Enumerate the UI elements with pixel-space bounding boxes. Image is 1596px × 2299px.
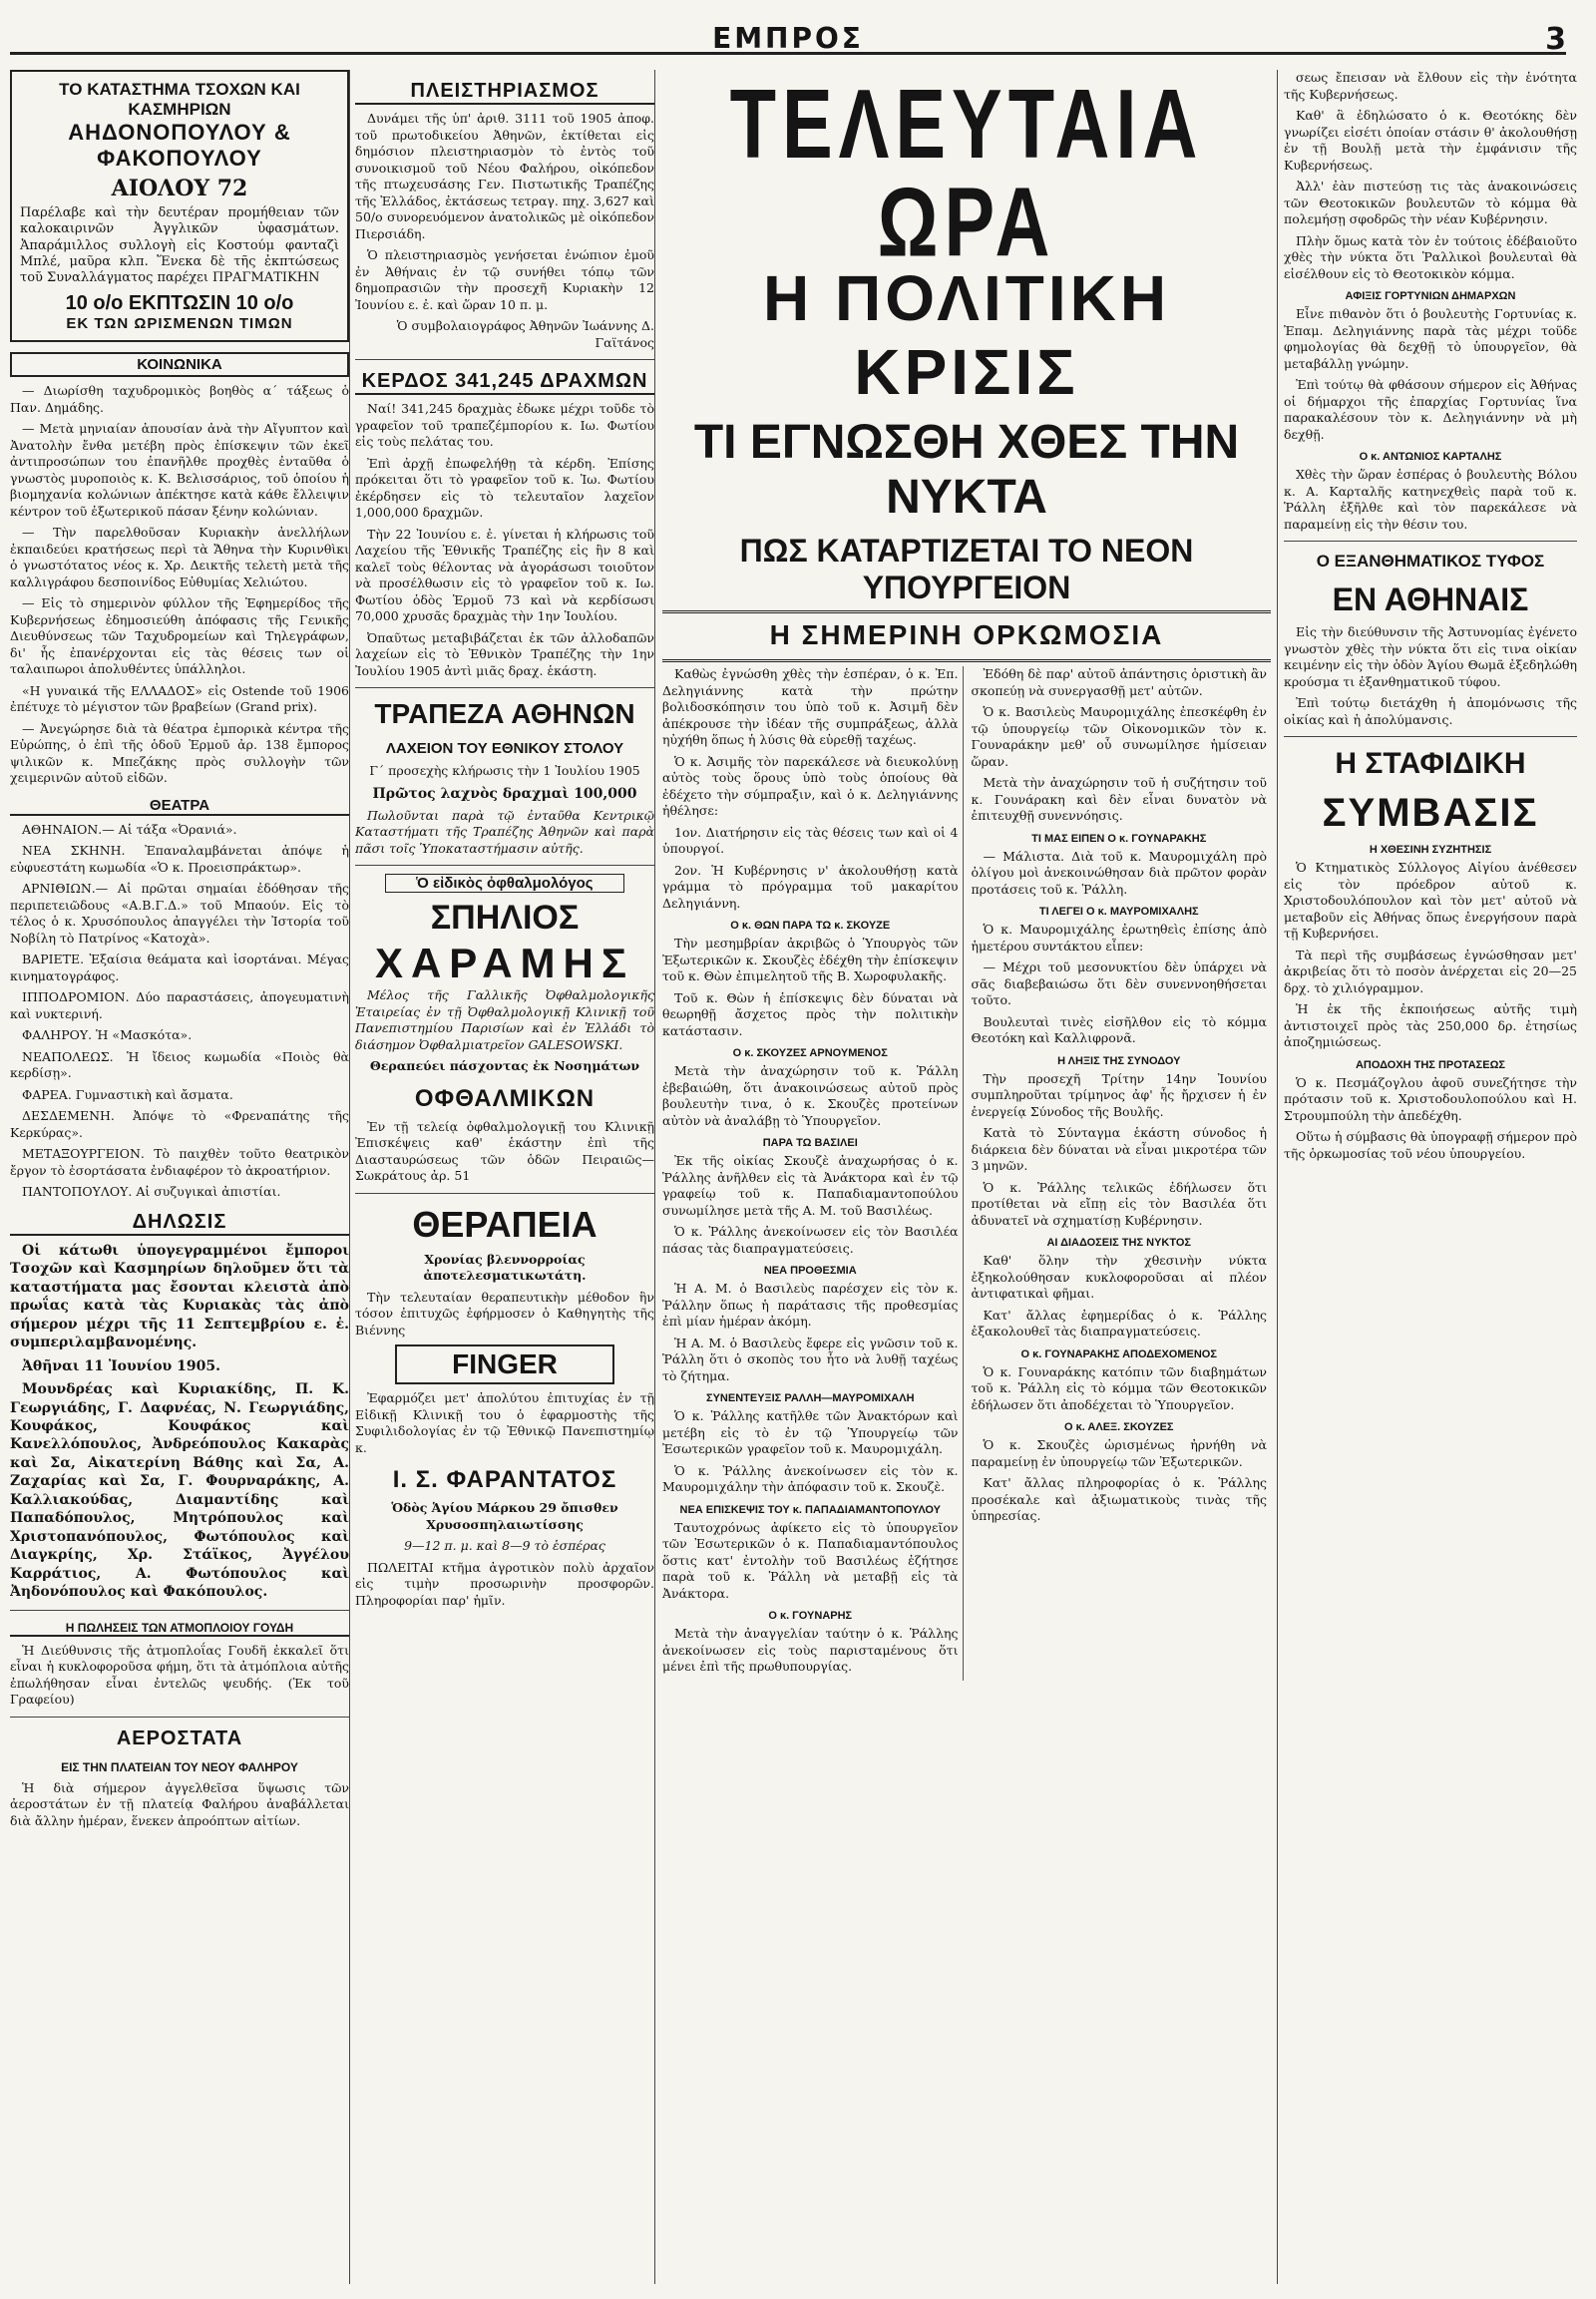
- story-para: Εἶνε πιθανὸν ὅτι ὁ βουλευτὴς Γορτυνίας κ. Ἐπαμ. Δεληγιάννης παρὰ τὰς μέχρι τοῦδε φημολογίας θὰ δεχθῇ τὸ ὑπουργεῖον, θὰ μεταβάλλῃ γνώμην.: [1284, 306, 1577, 371]
- dilosis-para: Οἱ κάτωθι ὑπογεγραμμένοι ἔμποροι Τσοχῶν καὶ Κασμηρίων δηλοῦμεν ὅτι τὰ καταστήματα μας ἔσονται κλειστὰ ἀπὸ πρωΐας κατὰ τὰς Κυριακὰς τὰς ἀπὸ σήμερον μέχρι τῆς 11 Σεπτεμβρίου ε. ἐ. συμπεριλαμβανομένης.: [10, 1242, 349, 1351]
- story-para: σεως ἔπεισαν νὰ ἔλθουν εἰς τὴν ἑνότητα τῆς Κυβερνήσεως.: [1284, 70, 1577, 102]
- story-para: — Μάλιστα. Διὰ τοῦ κ. Μαυρομιχάλη πρὸ ὀλίγου μοὶ ἀνεκοινώθησαν διὰ πρῶτον φορὰν προτάσεις τοῦ κ. Ῥάλλη.: [971, 848, 1267, 897]
- story-para: Ὁ κ. Βασιλεὺς Μαυρομιχάλης ἐπεσκέφθη ἐν τῷ ὑπουργείῳ τῶν Οἰκονομικῶν τὸν κ. Γουναράκην μεθ' οὗ συνωμίλησε ἡμίσειαν ὥραν.: [971, 704, 1267, 769]
- poliseis-heading: Η ΠΩΛΗΣΕΙΣ ΤΩΝ ΑΤΜΟΠΛΟΙΟΥ ΓΟΥΔΗ: [10, 1621, 349, 1637]
- trapeza-text: Πωλοῦνται παρὰ τῷ ἐνταῦθα Κεντρικῷ Καταστήματι τῆς Τραπέζης Ἀθηνῶν καὶ παρὰ πᾶσι τοῖς Ὑποκαταστήμασιν αὐτῆς.: [355, 807, 654, 856]
- pleistiriasmos-heading: ΠΛΕΙΣΤΗΡΙΑΣΜΟΣ: [355, 80, 654, 105]
- poliseis-para: Ἡ Διεύθυνσις τῆς ἀτμοπλοΐας Γουδῆ ἐκκαλεῖ ὅτι εἶναι ἡ κυκλοφοροῦσα φήμη, ὅτι τὰ ἀτμόπλοια αὐτῆς ἐπωλήθησαν εἶναι ἐντελῶς ψευδής. (Ἐκ τοῦ Γραφείου): [10, 1642, 349, 1708]
- story-para: Ὁ κ. Μαυρομιχάλης ἐρωτηθεὶς ἐπίσης ἀπὸ ἡμετέρου συντάκτου εἶπεν:: [971, 922, 1267, 954]
- koinonika-para: — Μετὰ μηνιαίαν ἀπουσίαν ἀνὰ τὴν Αἴγυπτον καὶ Ἀνατολὴν ἔνθα μετέβη πρὸς ἐπίσκεψιν τῶν ἐκεῖ ἀντιπροσώπων του ἐπανῆλθε προχθὲς ἐνταῦθα ὁ γνωστὸς μυροποιὸς κ. Κ. Βελισσάριος, τοῦ ὁποίου ἡ βιομηχανία κολώνιων ἀπέκτησε κατὰ κάθε ἔλλειψιν κέντρον τοῦ ἐξωτερικοῦ πάσαν ξένην κολώνιαν.: [10, 421, 349, 519]
- headline-orkomosia: Η ΣΗΜΕΡΙΝΗ ΟΡΚΩΜΟΣΙΑ: [769, 619, 1164, 650]
- ad-tsoxon-line3: ΑΙΟΛΟΥ 72: [111, 176, 248, 201]
- headline-kataritzetai: ΠΩΣ ΚΑΤΑΡΤΙΖΕΤΑΙ ΤΟ ΝΕΟΝ ΥΠΟΥΡΓΕΙΟΝ: [739, 533, 1194, 605]
- divider: [355, 687, 654, 688]
- story-para: Ὁ κ. Πεσμάζογλου ἀφοῦ συνεζήτησε τὴν πρότασιν τοῦ κ. Χριστοδουλοπούλου καὶ Η. Στρουμπούλη τὴν ἀπεδέχθη.: [1284, 1074, 1577, 1123]
- story-para: Ὁ κ. Σκουζὲς ὡρισμένως ἠρνήθη νὰ παραμείνῃ ἐν ὑπουργείῳ τῶν Ἐξωτερικῶν.: [971, 1437, 1267, 1469]
- ad-tsoxon-text: Παρέλαβε καὶ τὴν δευτέραν προμήθειαν τῶν καλοκαιρινῶν Ἀγγλικῶν ὑφασμάτων. Ἀπαράμιλλος συλλογὴ εἰς Κοστούμ φανταζὶ Μπλέ, μαῦρα κλπ. Ἕνεκα δὲ τῆς ἐκπτώσεως τοῦ Συναλλάγματος παρέχει ΠΡΑΓΜΑΤΙΚΗΝ: [20, 205, 339, 285]
- theatra-para: ΑΘΗΝΑΙΟΝ.— Αἱ τάξα «Ὀρανιά».: [22, 821, 237, 837]
- story-para: Ἡ Α. Μ. ὁ Βασιλεὺς παρέσχεν εἰς τὸν κ. Ῥάλλην ὅπως ἡ παράτασις τῆς προθεσμίας ἐπὶ μίαν ἡμέραν ἀκόμη.: [662, 1281, 959, 1329]
- divider: [355, 1193, 654, 1194]
- stafidiki-heading: Η ΣΤΑΦΙΔΙΚΗ: [1335, 747, 1526, 780]
- therapeia-heading: ΘΕΡΑΠΕΙΑ: [412, 1203, 598, 1245]
- ad-tsoxon-line2: ΑΗΔΟΝΟΠΟΥΛΟΥ & ΦΑΚΟΠΟΥΛΟΥ: [68, 120, 291, 171]
- koinonika-para: — Εἰς τὸ σημερινὸν φύλλον τῆς Ἐφημερίδος τῆς Κυβερνήσεως ἐδημοσιεύθη ἀπόφασις τῆς Γενικῆς Διευθύνσεως τῶν Ταχυδρομείων καὶ Τηλεγράφων, δι' ἧς ἐπανέρχονται εἰς τὰς θέσεις των οἱ ταλαιπωροι ἀπολυθέντες ὑπάλληλοι.: [10, 595, 349, 677]
- koinonika-para: — Τὴν παρελθοῦσαν Κυριακὴν ἀνελλήλων ἐκπαιδεύει κρατήσεως περὶ τὰ Ἄθηνα τὴν Κυρινθὶκι ὁ γνωστότατος νέος κ. Χρ. Δεικτῆς τελετὴ μετὰ τῆς καλλιγράφου δεσποινίδος Εὐθυμίας Χελιώτου.: [10, 525, 349, 589]
- story-para: Τὴν μεσημβρίαν ἀκριβῶς ὁ Ὑπουργὸς τῶν Ἐξωτερικῶν κ. Σκουζὲς ἐδέχθη τὴν ἐπίσκεψιν τοῦ κ. Θὼν ἐπιμελητοῦ τῆς Β. Χωροφυλακῆς.: [662, 936, 959, 983]
- story-para: Τοῦ κ. Θὼν ἡ ἐπίσκεψις δὲν δύναται νὰ θεωρηθῇ ἄσχετος πρὸς τὴν πολιτικὴν κατάστασιν.: [662, 989, 959, 1038]
- dilosis-body: [10, 1242, 349, 1602]
- newspaper-title: ΕΜΠΡΟΣ: [712, 22, 864, 55]
- dilosis-para: Ἀθῆναι 11 Ἰουνίου 1905.: [22, 1357, 220, 1374]
- ad-tsoxon-sub: ΕΚ ΤΩΝ ΩΡΙΣΜΕΝΩΝ ΤΙΜΩΝ: [66, 315, 293, 333]
- trapeza-heading: ΤΡΑΠΕΖΑ ΑΘΗΝΩΝ: [374, 698, 635, 729]
- theatra-para: ΦΑΛΗΡΟΥ. Ἡ «Μασκότα».: [22, 1027, 193, 1043]
- headline-politiki-krisis: Η ΠΟΛΙΤΙΚΗ ΚΡΙΣΙΣ: [762, 262, 1171, 408]
- koinonika-body: [10, 383, 349, 787]
- masthead: [10, 22, 1566, 57]
- story-subheading: Ο κ. ΣΚΟΥΖΕΣ ΑΡΝΟΥΜΕΝΟΣ: [732, 1047, 888, 1059]
- kerdos-para: Τὴν 22 Ἰουνίου ε. ἐ. γίνεται ἡ κλήρωσις τοῦ Λαχείου τῆς Ἐθνικῆς Τραπέζης εἰς ἣν 8 καὶ καλεῖ τοὺς θέλοντας νὰ ἀγοράσωσι τοιοῦτον νὰ προσέλθωσιν εἰς τὸ γραφεῖον τοῦ κ. Ιω. Φωτίου ὁδὸς Ἑρμοῦ 73 καὶ νὰ κερδίσωσι 70,000 χρυσᾶς δραχμὰς τὴν 1ην Ἰουλίου.: [355, 526, 654, 623]
- story-para: Ἐκ τῆς οἰκίας Σκουζὲ ἀναχωρήσας ὁ κ. Ῥάλλης ἀνῆλθεν εἰς τὰ Ἀνάκτορα καὶ ἐν τῷ γραφείῳ τοῦ κ. Παπαδιαμαντοπούλου συνωμίλησε μετὰ τῆς Α. Μ. τοῦ Βασιλέως.: [662, 1153, 959, 1218]
- page-number: 3: [1545, 22, 1566, 57]
- therapeia-name: Ι. Σ. ΦΑΡΑΝΤΑΤΟΣ: [392, 1466, 617, 1494]
- story-para: Ὁ Κτηματικὸς Σύλλογος Αἰγίου ἀνέθεσεν εἰς τὸν πρόεδρον αὐτοῦ κ. Χριστοδουλόπουλον καὶ τὸν μετ' αὐτοῦ νὰ μεταβοῦν εἰς Ἀθήνας ὅπως ἐνεργήσουν παρὰ τῇ Κυβερνήσει.: [1284, 860, 1577, 941]
- story-para: Καθὼς ἐγνώσθη χθὲς τὴν ἑσπέραν, ὁ κ. Ἐπ. Δεληγιάννης κατὰ τὴν πρώτην βολιδοσκόπησιν του ὑπὸ τοῦ κ. Ἀσιμῆ δὲν ἀπέκρουσε τὴν ἰδέαν τῆς συμπράξεως, ἀλλὰ ηὐχήθη ὅπως ἡ λύσις θὰ εὑρεθῇ ταχέως.: [662, 666, 959, 747]
- afixis-heading: ΑΦΙΞΙΣ ΓΟΡΤΥΝΙΩΝ ΔΗΜΑΡΧΩΝ: [1345, 290, 1516, 302]
- kerdos-para: Ἐπὶ ἀρχῇ ἐπωφελήθῃ τὰ κέρδη. Ἐπίσης πρόκειται ὅτι τὸ γραφεῖον τοῦ κ. Ἰω. Φωτίου ἐκέρδησεν εἰς τὸ τελευταῖον λαχεῖον 1,000,000 δραχμῶν.: [355, 455, 654, 520]
- story-para: Ὁ κ. Ἀσιμῆς τὸν παρεκάλεσε νὰ διευκολύνῃ αὐτὸς τοὺς ὅρους ὑπὸ τοὺς ὁποίους θὰ ἐδέχετο τὴν σύμπραξιν, καὶ ὁ κ. Δεληγιάννης ἠθέλησε:: [662, 753, 959, 818]
- story-subheading: Ο κ. ΑΛΕΞ. ΣΚΟΥΖΕΣ: [1063, 1421, 1174, 1433]
- theatra-para: ΔΕΣΔΕΜΕΝΗ. Ἀπόψε τὸ «Φρεναπάτης τῆς Κερκύρας».: [10, 1108, 349, 1140]
- xaramis-line2: ΣΠΗΛΙΟΣ: [430, 899, 580, 938]
- divider: [1284, 736, 1577, 737]
- story-para: Χθὲς τὴν ὥραν ἑσπέρας ὁ βουλευτὴς Βόλου κ. Α. Καρταλῆς κατηνεχθεὶς παρὰ τοῦ κ. Ῥάλλη ἐξῆλθε καὶ τὸν παρεκάλεσε νὰ παραμείνῃ εἰς τὴν θέσιν του.: [1284, 467, 1577, 532]
- story-para: Μετὰ τὴν ἀναχώρησιν τοῦ κ. Ῥάλλη ἐβεβαιώθη, ὅτι ἀνακοινώσεως αὐτοῦ πρὸς βουλευτὴν τινα, ὁ κ. Σκουζὲς προτείνων αὐτὸν νὰ ἀναλάβῃ τὸ Ὑπουργεῖον.: [662, 1063, 959, 1128]
- story-para: Κατὰ τὸ Σύνταγμα ἑκάστη σύνοδος ἡ διάρκεια δὲν δύναται νὰ εἶναι μικροτέρα τῶν 3 μηνῶν.: [971, 1125, 1267, 1173]
- story-para: Ἀλλ' ἐὰν πιστεύσῃ τις τὰς ἀνακοινώσεις τῶν Θεοτοκικῶν βουλευτῶν τὸ κόμμα θὰ πολεμήσῃ σφοδρῶς τὴν νέαν Κυβέρνησιν.: [1284, 179, 1577, 226]
- dilosis-heading: ΔΗΛΩΣΙΣ: [10, 1211, 349, 1236]
- theatra-para: ΠΑΝΤΟΠΟΥΛΟΥ. Αἱ συζυγικαὶ ἀπιστίαι.: [22, 1184, 281, 1200]
- theatra-para: ΝΕΑΠΟΛΕΩΣ. Ἡ ἴδειος κωμωδία «Ποιὸς θὰ κερδίσῃ».: [10, 1048, 349, 1081]
- theatra-para: ΒΑΡΙΕΤΕ. Ἐξαίσια θεάματα καὶ ἰσορτάναι. Μέγας κινηματογράφος.: [10, 952, 349, 983]
- main-subcolumn-2: [972, 666, 1272, 1681]
- column-4: [1277, 70, 1577, 2284]
- pleistiriasmos-signature: Ὁ συμβολαιογράφος Ἀθηνῶν Ἰωάννης Δ. Γαϊτάνος: [396, 318, 654, 350]
- symvasis-heading: ΣΥΜΒΑΣΙΣ: [1322, 791, 1539, 835]
- divider: [1284, 541, 1577, 542]
- koinonika-para: — Ἀνεγώρησε διὰ τὰ θέατρα ἐμπορικὰ κέντρα τῆς Εὐρώπης, ὁ ἐπὶ τῆς ὁδοῦ Ἑρμοῦ ἀρ. 138 ἔμπορος ψιλικῶν κ. Μπεζάκης πρὸς συλλογὴν τῶν χειμερινῶν αὐτοῦ εἰδῶν.: [10, 720, 349, 786]
- story-para: Ὁ κ. Ῥάλλης ἀνεκοίνωσεν εἰς τὸν Βασιλέα πάσας τὰς διαπραγματεύσεις.: [662, 1224, 959, 1256]
- divider: [355, 359, 654, 360]
- ad-tsoxon-line1: ΤΟ ΚΑΤΑΣΤΗΜΑ ΤΣΟΧΩΝ ΚΑΙ ΚΑΣΜΗΡΙΩΝ: [59, 80, 300, 119]
- kartalis-heading: Ο κ. ΑΝΤΩΝΙΟΣ ΚΑΡΤΑΛΗΣ: [1359, 451, 1502, 463]
- story-subheading: ΣΥΝΕΝΤΕΥΞΙΣ ΡΑΛΛΗ—ΜΑΥΡΟΜΙΧΑΛΗ: [705, 1392, 915, 1404]
- trapeza-line: Γ΄ προσεχὴς κλήρωσις τὴν 1 Ἰουλίου 1905: [369, 763, 640, 778]
- story-subheading: Η ΛΗΞΙΣ ΤΗΣ ΣΥΝΟΔΟΥ: [1057, 1054, 1181, 1067]
- ad-tsoxon: [10, 70, 349, 342]
- story-para: Καθ' ὅλην τὴν χθεσινὴν νύκτα ἐξηκολούθησαν κυκλοφοροῦσαι αἱ πλέον ἀντιφατικαὶ φῆμαι.: [971, 1253, 1267, 1301]
- therapeia-polites: ΠΩΛΕΙΤΑΙ κτῆμα ἀγροτικὸν πολὺ ἀρχαῖον εἰς τιμὴν προσωρινὴν προσφορῶν. Πληροφορίαι παρ' ἡμῖν.: [355, 1559, 654, 1608]
- kerdos-heading: ΚΕΡΔΟΣ 341,245 ΔΡΑΧΜΩΝ: [355, 370, 654, 395]
- typhus-heading: Ο ΕΞΑΝΘΗΜΑΤΙΚΟΣ ΤΥΦΟΣ: [1316, 552, 1545, 571]
- story-para: Βουλευταὶ τινὲς εἰσῆλθον εἰς τὸ κόμμα Θεοτόκη καὶ Καλλιφρονᾶ.: [971, 1013, 1267, 1045]
- column-2: [355, 70, 655, 2284]
- therapeia-hours: 9—12 π. μ. καὶ 8—9 τὸ ἑσπέρας: [404, 1538, 605, 1554]
- story-subheading: ΠΑΡΑ ΤΩ ΒΑΣΙΛΕΙ: [762, 1137, 858, 1149]
- xaramis-text2: Ἐν τῇ τελείᾳ ὀφθαλμολογικῇ του Κλινικῇ Ἐπισκέψεις καθ' ἑκάστην ἐπὶ τῆς Διασταυρώσεως τῶν ὁδῶν Πειραιῶς—Σωκράτους ἀρ. 51: [355, 1118, 654, 1184]
- story-para: Ἡ Α. Μ. ὁ Βασιλεὺς ἔφερε εἰς γνῶσιν τοῦ κ. Ῥάλλη ὅτι ὁ σκοπὸς του ἦτο νὰ λυθῇ ταχέως τὸ ζήτημα.: [662, 1335, 959, 1383]
- xaramis-ofthalmikon: ΟΦΘΑΛΜΙΚΩΝ: [414, 1084, 596, 1112]
- xaramis-line1: Ὁ εἰδικὸς ὀφθαλμολόγος: [385, 874, 624, 893]
- column-1: [10, 70, 350, 2284]
- story-para: Ἐδόθη δὲ παρ' αὐτοῦ ἀπάντησις ὁριστικὴ ἂν σκοπεύῃ νὰ συνεργασθῇ μετ' αὐτῶν.: [971, 666, 1267, 698]
- story-subheading: Ο κ. ΘΩΝ ΠΑΡΑ ΤΩ κ. ΣΚΟΥΖΕ: [730, 920, 891, 932]
- symvasis-subheading: Η ΧΘΕΣΙΝΗ ΣΥΖΗΤΗΣΙΣ: [1369, 844, 1492, 856]
- story-para: 2ον. Ἡ Κυβέρνησις ν' ἀκολουθήσῃ κατὰ γράμμα τὸ πρόγραμμα τοῦ μακαρίτου Δεληγιάννη.: [662, 862, 959, 911]
- headline-egnosthi: ΤΙ ΕΓΝΩΣΘΗ ΧΘΕΣ ΤΗΝ ΝΥΚΤΑ: [693, 416, 1240, 524]
- headline-teleutaia-ora: ΤΕΛΕΥΤΑΙΑ ΩΡΑ: [729, 70, 1204, 278]
- therapeia-addr: Ὁδὸς Ἁγίου Μάρκου 29 ὄπισθεν Χρυσοσπηλαιωτίσσης: [391, 1500, 618, 1532]
- kerdos-para: Ναί! 341,245 δραχμὰς ἐδωκε μέχρι τοῦδε τὸ γραφεῖον τοῦ τραπεζέμπορίου κ. Ιω. Φωτίου εἰς τοὺς πελάτας του.: [355, 401, 654, 449]
- divider: [355, 865, 654, 866]
- story-subheading: ΝΕΑ ΠΡΟΘΕΣΜΙΑ: [763, 1265, 857, 1277]
- typhus-heading-2: ΕΝ ΑΘΗΝΑΙΣ: [1332, 581, 1529, 617]
- aerostata-para: Ἡ διὰ σήμερον ἀγγελθεῖσα ὕψωσις τῶν ἀεροστάτων ἐν τῇ πλατείᾳ Φαλήρου ἀναβάλλεται διὰ ἄλλην ἡμέραν, ἕνεκεν ἀπροόπτων αἰτίων.: [10, 1779, 349, 1828]
- story-para: Καθ' ἃ ἐδηλώσατο ὁ κ. Θεοτόκης δὲν γνωρίζει εἰσέτι ὁποίαν στάσιν θ' ἀκολουθήσῃ ἐν τῇ Βουλῇ μετὰ τὴν ἐμφάνισιν τῆς Κυβερνήσεως.: [1284, 108, 1577, 173]
- story-subheading: ΤΙ ΛΕΓΕΙ Ο κ. ΜΑΥΡΟΜΙΧΑΛΗΣ: [1038, 906, 1199, 918]
- story-para: Πλὴν ὅμως κατὰ τὸν ἐν τούτοις ἐδέβαιοῦτο χθὲς τὴν νύκτα ὅτι Ῥαλλικοὶ βουλευταὶ θὰ εἰσέλθουν εἰς τὸ Θεοτοκικὸν κόμμα.: [1284, 232, 1577, 281]
- therapeia-finger: FINGER: [395, 1344, 614, 1384]
- story-para: Ὁ κ. Γουναράκης κατόπιν τῶν διαβημάτων τοῦ κ. Ῥάλλη εἰς τὸ κόμμα τῶν Θεοτοκικῶν ἐδήλωσεν ὅτι ἀποδέχεται τὸ Ὑπουργεῖον.: [971, 1363, 1267, 1412]
- story-para: Εἰς τὴν διεύθυνσιν τῆς Ἀστυνομίας ἐγένετο γνωστὸν χθὲς τὴν νύκτα ὅτι εἰς τινα οἰκίαν κειμένην εἰς τὴν ὁδὸν Ἁγίου Θωμᾶ ἐξεδηλώθη κρούσμα τι ἐξανθηματικοῦ τύφου.: [1284, 624, 1577, 689]
- main-subcolumn-1: [662, 666, 964, 1681]
- main-story-subcolumns: [662, 666, 1271, 1681]
- theatra-para: ΦΑΡΕΑ. Γυμναστικὴ καὶ ἄσματα.: [22, 1086, 233, 1102]
- xaramis-text: Μέλος τῆς Γαλλικῆς Ὀφθαλμολογικῆς Ἑταιρείας ἐν τῇ Ὀφθαλμολογικῇ Κλινικῇ τοῦ Πανεπιστημίου Παρισίων καὶ ἐν Ἑλλάδι τὸ διάσημον Ὀφθαλμιατρεῖον GALESOWSKI.: [355, 987, 654, 1052]
- column-3-main: [662, 70, 1271, 2284]
- koinonika-para: «Η γυναικά τῆς ΕΛΛΑΔΟΣ» εἰς Ostende τοῦ 1906 ἐπέτυχε τὸ μέγιστον τῶν βραβείων (Grand prix).: [10, 682, 349, 715]
- trapeza-prize: Πρῶτος λαχνὸς δραχμαὶ 100,000: [372, 785, 637, 802]
- column-4-inner: [1278, 70, 1577, 1162]
- story-subheading: Ο κ. ΓΟΥΝΑΡΗΣ: [768, 1610, 853, 1622]
- therapeia-text2: Ἐφαρμόζει μετ' ἀπολύτου ἐπιτυχίας ἐν τῇ Εἰδικῇ Κλινικῇ του ὁ ἐφαρμοστὴς τῆς Συφιλιδολογίας ἐν τῷ Ἐθνικῷ Πανεπιστημίῳ κ.: [355, 1390, 654, 1455]
- dilosis-para: Μουνδρέας καὶ Κυριακίδης, Π. Κ. Γεωργιάδης, Γ. Δαφνέας, Ν. Γεωργιάδης, Κουφάκος, Κουφάκος καὶ Κανελλόπουλος, Ἀνδρεόπουλος Κακαρὰς καὶ Σα, Αἰκατερίνη Βάθης καὶ Σα, Α. Ζαχαρίας καὶ Σα, Γ. Φουρναράκης, Α. Καλλιακούδας, Διαμαντίδης καὶ Παπαδόπουλος, Μητρόπουλος καὶ Χριστοπανόπουλος, Φωτόπουλος καὶ Διαγκρίης, Χρ. Στάϊκος, Ἀγγέλου Καρράτιος, Α. Φωτόπουλος καὶ Ἀηδονόπουλος καὶ Φακόπουλος.: [10, 1381, 349, 1601]
- theatra-heading: ΘΕΑΤΡΑ: [10, 797, 349, 816]
- pleistiriasmos-para: Δυνάμει τῆς ὑπ' ἀριθ. 3111 τοῦ 1905 ἀποφ. τοῦ πρωτοδικείου Ἀθηνῶν, ἐκτίθεται εἰς δημόσιον πλειστηριασμὸν τὸ ἐντὸς τοῦ συνοικισμοῦ τοῦ Νέου Φαλήρου, οἰκόπεδον τῆς πτωχευσάσης Γεν. Πιστωτικῆς Τραπέζης τῆς Ἑλλάδος, ἐκτάσεως τετραγ. πηχ. 3,627 καὶ 50/ο συνορευόμενον ἀνατολικῶς μὲ οἰκόπεδον Πιερσιάδη.: [355, 111, 654, 241]
- story-para: Οὕτω ἡ σύμβασις θὰ ὑπογραφῇ σήμερον πρὸ τῆς ὁρκωμοσίας τοῦ νέου ὑπουργείου.: [1284, 1129, 1577, 1161]
- therapeia-text: Τὴν τελευταίαν θεραπευτικὴν μέθοδον ἣν τόσον ἐπιτυχῶς ἐφήρμοσεν ὁ Καθηγητὴς τῆς Βιέννης: [355, 1289, 654, 1338]
- story-para: 1ον. Διατήρησιν εἰς τὰς θέσεις των καὶ οἱ 4 ὑπουργοί.: [662, 824, 959, 856]
- story-para: Μετὰ τὴν ἀναγγελίαν ταύτην ὁ κ. Ῥάλλης ἀνεκοίνωσεν εἰς τοὺς παρισταμένους ὅτι μένει ἐπὶ τῆς πρωθυπουργίας.: [662, 1626, 959, 1674]
- story-subheading: ΑΙ ΔΙΑΔΟΣΕΙΣ ΤΗΣ ΝΥΚΤΟΣ: [1046, 1237, 1192, 1249]
- story-para: Ὁ κ. Ῥάλλης ἀνεκοίνωσεν εἰς τὸν κ. Μαυρομιχάλην τὴν ἀπόφασιν τοῦ κ. Σκουζὲ.: [662, 1462, 959, 1494]
- divider: [662, 610, 1271, 613]
- story-para: Ἐπὶ τούτῳ διετάχθη ἡ ἀπομόνωσις τῆς οἰκίας καὶ ἡ ἀπολύμανσις.: [1284, 695, 1577, 727]
- divider: [10, 1610, 349, 1611]
- xaramis-therapevei: Θεραπεύει πάσχοντας ἐκ Νοσημάτων: [369, 1058, 640, 1074]
- divider: [662, 659, 1271, 662]
- pleistiriasmos-para: Ὁ πλειστηριασμὸς γενήσεται ἐνώπιον ἐμοῦ ἐν Ἀθήναις ἐν τῷ συνήθει τόπῳ τῶν δημοπρασιῶν τὴν προσεχῆ Κυριακὴν 12 Ἰουνίου ε. ἐ. καὶ ὥραν 10 π. μ.: [355, 247, 654, 312]
- theatra-body: [10, 822, 349, 1201]
- story-para: Ἐπὶ τούτῳ θὰ φθάσουν σήμερον εἰς Ἀθήνας οἱ δήμαρχοι τῆς ἐπαρχίας Γορτυνίας ἵνα παρακαλέσουν τὸν κ. Δεληγιάννην νὰ μὴ δεχθῇ.: [1284, 377, 1577, 442]
- story-subheading: ΤΙ ΜΑΣ ΕΙΠΕΝ Ο κ. ΓΟΥΝΑΡΑΚΗΣ: [1031, 832, 1207, 845]
- theatra-para: ΝΕΑ ΣΚΗΝΗ. Ἐπαναλαμβάνεται ἀπόψε ἡ εὐφυεστάτη κωμωδία «Ὁ κ. Προεισπράκτωρ».: [10, 843, 349, 875]
- story-para: Τὰ περὶ τῆς συμβάσεως ἐγνώσθησαν μετ' ἀκριβείας ὅτι τὸ ποσὸν ἀνέρχεται εἰς 20—25 δρχ. τὸ χιλιόγραμμον.: [1284, 947, 1577, 995]
- story-para: Κατ' ἄλλας πληροφορίας ὁ κ. Ῥάλλης προσέκαλε καὶ ἀξιωματικοὺς τινὰς τῆς ὑπηρεσίας.: [971, 1475, 1267, 1523]
- theatra-para: ΙΠΠΟΔΡΟΜΙΟΝ. Δύο παραστάσεις, ἀπογευματινὴ καὶ νυκτερινή.: [10, 989, 349, 1021]
- protasis-heading: ΑΠΟΔΟΧΗ ΤΗΣ ΠΡΟΤΑΣΕΩΣ: [1355, 1058, 1505, 1071]
- xaramis-line3: ΧΑΡΑΜΗΣ: [374, 940, 635, 987]
- story-para: Κατ' ἄλλας ἐφημερίδας ὁ κ. Ῥάλλης ἐξακολουθεῖ τὰς διαπραγματεύσεις.: [971, 1307, 1267, 1339]
- trapeza-sub: ΛΑΧΕΙΟΝ ΤΟΥ ΕΘΝΙΚΟΥ ΣΤΟΛΟΥ: [385, 740, 624, 757]
- story-para: Μετὰ τὴν ἀναχώρησιν τοῦ ἡ συζήτησιν τοῦ κ. Γουνάρακη καὶ δὲν εἶναι δυνατὸν νὰ ἐπιτευχθῇ συνεννόησις.: [971, 775, 1267, 823]
- kerdos-para: Ὀπαῦτως μεταβιβάζεται ἐκ τῶν ἀλλοδαπῶν λαχείων εἰς τὸ Ἐθνικὸν Τραπέζης τὴν 1ην Ἰουλίου 1905 ἀντὶ μιᾶς δραχ. ἑκάστη.: [355, 629, 654, 678]
- story-para: Τὴν προσεχῆ Τρίτην 14ην Ἰουνίου συμπληροῦται τρίμηνος ἀφ' ἧς ἤρχισεν ἡ ἐν ἐνεργείᾳ Σύνοδος τῆς Βουλῆς.: [971, 1070, 1267, 1119]
- therapeia-sub: Χρονίας βλεννορροίας ἀποτελεσματικωτάτη.: [423, 1251, 587, 1284]
- story-subheading: ΝΕΑ ΕΠΙΣΚΕΨΙΣ ΤΟΥ κ. ΠΑΠΑΔΙΑΜΑΝΤΟΠΟΥΛΟΥ: [679, 1503, 941, 1516]
- koinonika-heading: ΚΟΙΝΩΝΙΚΑ: [10, 352, 349, 377]
- aerostata-heading: ΑΕΡΟΣΤΑΤΑ: [116, 1726, 243, 1749]
- ad-tsoxon-big: 10 ο/ο ΕΚΠΤΩΣΙΝ 10 ο/ο: [65, 292, 294, 315]
- story-subheading: Ο κ. ΓΟΥΝΑΡΑΚΗΣ ΑΠΟΔΕΧΟΜΕΝΟΣ: [1020, 1347, 1217, 1360]
- theatra-para: ΜΕΤΑΞΟΥΡΓΕΙΟΝ. Τὸ παιχθὲν τοῦτο θεατρικὸν ἔργον τὸ ἐσορτάσατα ἐνδιαφέρον τὸ ἀκροατήριον.: [10, 1146, 349, 1178]
- story-para: Ἡ ἐκ τῆς ἐκποιήσεως αὐτῆς τιμὴ ἀντιστοιχεῖ πρὸς τὰς 250,000 δρ. ἐτησίως ἀποζημιώσεως.: [1284, 1001, 1577, 1049]
- story-para: Ταυτοχρόνως ἀφίκετο εἰς τὸ ὑπουργεῖον τῶν Ἐσωτερικῶν ὁ κ. Παπαδιαμαντόπουλος ὅστις κατ' ἐντολὴν τοῦ Βασιλέως ἐζήτησε παρὰ τοῦ κ. Ῥάλλη νὰ μεταβῇ εἰς τὰ Ἀνάκτορα.: [662, 1519, 959, 1601]
- divider: [10, 1717, 349, 1718]
- story-para: Ὁ κ. Ῥάλλης κατῆλθε τῶν Ἀνακτόρων καὶ μετέβη εἰς τὸ ἐν τῷ Ὑπουργείῳ τῶν Ἐσωτερικῶν γραφεῖον τοῦ κ. Μαυρομιχάλη.: [662, 1408, 959, 1456]
- theatra-para: ΑΡΝΙΘΙΩΝ.— Αἱ πρῶται σημαίαι ἐδόθησαν τῆς περιπετειῶδους «Α.Β.Γ.Δ.» τοῦ Μπαούν. Εἰς τὸ τέλος ὁ κ. Χρυσόπουλος ἀπαγγέλει τὴν Ἰστορία τοῦ Νοβίλη τὸ Πατρίνος «Κατοχὰ».: [10, 881, 349, 946]
- story-para: — Μέχρι τοῦ μεσονυκτίου δὲν ὑπάρχει νὰ σᾶς διαβεβαιώσω ὅτι δὲν συνεννοηθήσεται τοῦτο.: [971, 959, 1267, 1007]
- aerostata-subheading: ΕΙΣ ΤΗΝ ΠΛΑΤΕΙΑΝ ΤΟΥ ΝΕΟΥ ΦΑΛΗΡΟΥ: [61, 1759, 298, 1774]
- koinonika-para: — Διωρίσθη ταχυδρομικὸς βοηθὸς α΄ τάξεως ὁ Παν. Δημάδης.: [10, 383, 349, 415]
- story-para: Ὁ κ. Ῥάλλης τελικῶς ἐδήλωσεν ὅτι προτίθεται νὰ εἴπῃ εἰς τὸν Βασιλέα ὅτι ἀδυνατεῖ νὰ σχηματίσῃ Κυβέρνησιν.: [971, 1179, 1267, 1228]
